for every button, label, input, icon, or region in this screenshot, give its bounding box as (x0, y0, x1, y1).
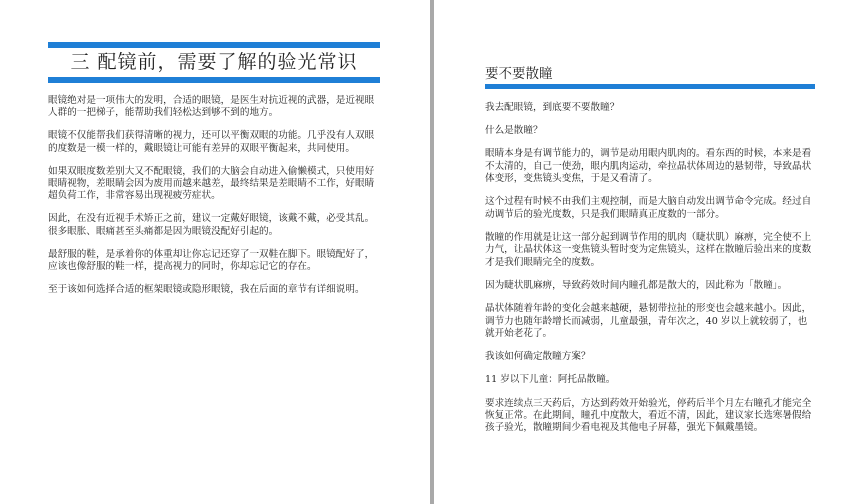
paragraph: 我去配眼镜，到底要不要散瞳？ (485, 102, 620, 113)
paragraph: 眼镜不仅能帮我们获得清晰的视力，还可以平衡双眼的功能。几乎没有人双眼的度数是一模一样的，戴眼镜让可能有差异的双眼平衡起来，共同使用。 (48, 130, 375, 154)
paragraph: 什么是散瞳？ (485, 125, 543, 137)
left-body-text (48, 95, 380, 296)
left-page (0, 0, 430, 504)
right-page (434, 0, 865, 504)
chapter-title: 三 配镜前，需要了解的验光常识 (70, 51, 358, 73)
paragraph: 因此，在没有近视手术矫正之前，建议一定戴好眼镜，该戴不戴，必受其乱。很多眼胀、眼痛甚至头痛都是因为眼镜没配好引起的。 (48, 213, 375, 237)
right-body-text (485, 102, 815, 435)
paragraph: 因为睫状肌麻痹，导致药效时间内瞳孔都是散大的，因此称为「散瞳」。 (485, 280, 788, 292)
section-title: 要不要散瞳 (485, 66, 553, 82)
chapter-heading (48, 42, 380, 83)
section-title-bar (485, 84, 815, 89)
paragraph: 至于该如何选择合适的框架眼镜或隐形眼镜，我在后面的章节有详细说明。 (48, 283, 365, 295)
paragraph: 要求连续点三天药后，方达到药效开始验光，停药后半个月左右瞳孔才能完全恢复正常。在此期间，瞳孔中度散大，看近不清，因此，建议家长选寒暑假给孩子验光，散瞳期间少看电视及其他电子屏幕，强光下佩戴墨镜。 (485, 397, 812, 434)
paragraph: 最舒服的鞋，是承着你的体重却让你忘记还穿了一双鞋在脚下。眼镜配好了，应该也像舒服的鞋一样，提高视力的同时，你却忘记它的存在。 (48, 248, 375, 273)
paragraph: 如果双眼度数差别大又不配眼镜，我们的大脑会自动进入偷懒模式，只使用好眼睛视物，差眼睛会因为废用而越来越差，最终结果是差眼睛不工作，好眼睛超负荷工作，非常容易出现视疲劳症状。 (48, 165, 375, 202)
paragraph: 我该如何确定散瞳方案？ (485, 351, 591, 363)
chapter-title-bottom-bar (48, 77, 380, 83)
paragraph: 晶状体随着年龄的变化会越来越硬，悬韧带拉扯的形变也会越来越小。因此，调节力也随年龄增长而减弱，儿童最强，青年次之，40 岁以上就较弱了，也就开始老花了。 (485, 303, 812, 340)
paragraph: 眼睛本身是有调节能力的，调节是动用眼内肌肉的。看东西的时候，本来是看不太清的，自己一使劲，眼内肌肉运动，牵拉晶状体周边的悬韧带，导致晶状体变形，变焦镜头变焦，于是又看清了。 (485, 148, 812, 185)
paragraph: 散瞳的作用就是让这一部分起到调节作用的肌肉（睫状肌）麻痹，完全使不上力气，让晶状体这一变焦镜头暂时变为定焦镜头，这样在散瞳后验出来的度数才是我们眼睛完全的度数。 (485, 232, 812, 268)
paragraph: 眼镜绝对是一项伟大的发明，合适的眼镜，是医生对抗近视的武器，是近视眼人群的一把梯子，能帮助我们轻松达到够不到的地方。 (48, 95, 375, 119)
paragraph: 11 岁以下儿童：阿托品散瞳。 (485, 374, 616, 386)
paragraph: 这个过程有时候不由我们主观控制，而是大脑自动发出调节命令完成。经过自动调节后的验光度数，只是我们眼睛真正度数的一部分。 (485, 196, 812, 220)
